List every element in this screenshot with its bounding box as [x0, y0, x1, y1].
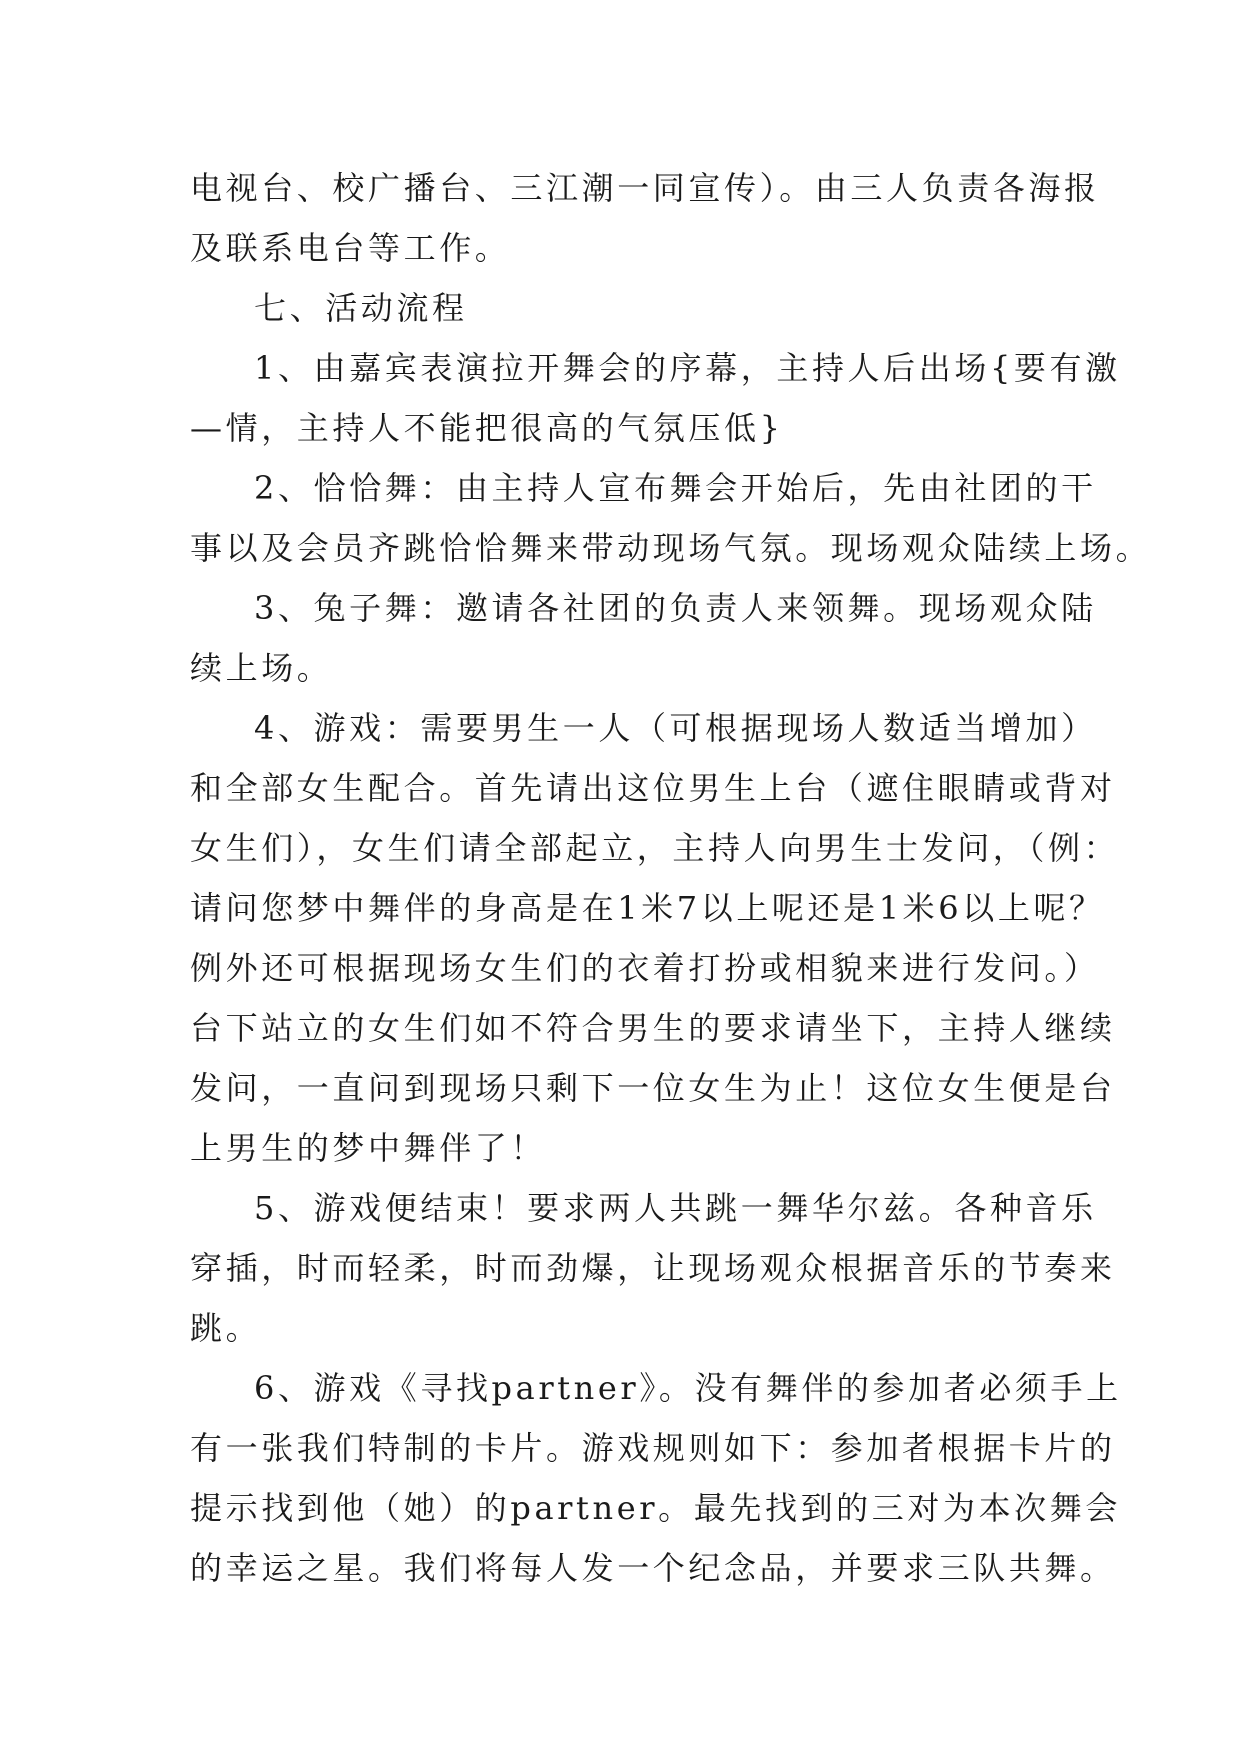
text-line: 6、游戏《寻找partner》。没有舞伴的参加者必须手上	[254, 1369, 1122, 1407]
text-line: 发问，一直问到现场只剩下一位女生为止！这位女生便是台	[190, 1069, 1116, 1107]
section-heading: 七、活动流程	[254, 289, 468, 327]
text-line: 及联系电台等工作。	[190, 229, 511, 267]
text-line: 4、游戏：需要男生一人（可根据现场人数适当增加）	[254, 709, 1097, 747]
text-line: 上男生的梦中舞伴了！	[190, 1129, 547, 1167]
text-line: 1、由嘉宾表演拉开舞会的序幕，主持人后出场{要有激	[254, 349, 1121, 387]
text-line: 续上场。	[190, 649, 333, 687]
text-line: 提示找到他（她）的partner。最先找到的三对为本次舞会	[190, 1489, 1121, 1527]
text-line: 例外还可根据现场女生们的衣着打扮或相貌来进行发问。）	[190, 949, 1100, 987]
text-line: —情，主持人不能把很高的气氛压低}	[190, 409, 784, 447]
text-line: 5、游戏便结束！要求两人共跳一舞华尔兹。各种音乐	[254, 1189, 1097, 1227]
text-line: 有一张我们特制的卡片。游戏规则如下：参加者根据卡片的	[190, 1429, 1116, 1467]
text-line: 事以及会员齐跳恰恰舞来带动现场气氛。现场观众陆续上场。	[190, 529, 1152, 567]
text-line: 女生们），女生们请全部起立，主持人向男生士发问，（例：	[190, 829, 1120, 867]
text-line: 的幸运之星。我们将每人发一个纪念品，并要求三队共舞。	[190, 1549, 1116, 1587]
text-line: 请问您梦中舞伴的身高是在1米7以上呢还是1米6以上呢？	[190, 889, 1105, 927]
document-page	[190, 158, 1152, 1598]
text-line: 3、兔子舞：邀请各社团的负责人来领舞。现场观众陆	[254, 589, 1097, 627]
text-line: 和全部女生配合。首先请出这位男生上台（遮住眼睛或背对	[190, 769, 1116, 807]
text-line: 台下站立的女生们如不符合男生的要求请坐下，主持人继续	[190, 1009, 1116, 1047]
text-line: 穿插，时而轻柔，时而劲爆，让现场观众根据音乐的节奏来	[190, 1249, 1116, 1287]
text-line: 跳。	[190, 1309, 262, 1347]
text-line: 电视台、校广播台、三江潮一同宣传）。由三人负责各海报	[190, 169, 1100, 207]
text-line: 2、恰恰舞：由主持人宣布舞会开始后，先由社团的干	[254, 469, 1097, 507]
